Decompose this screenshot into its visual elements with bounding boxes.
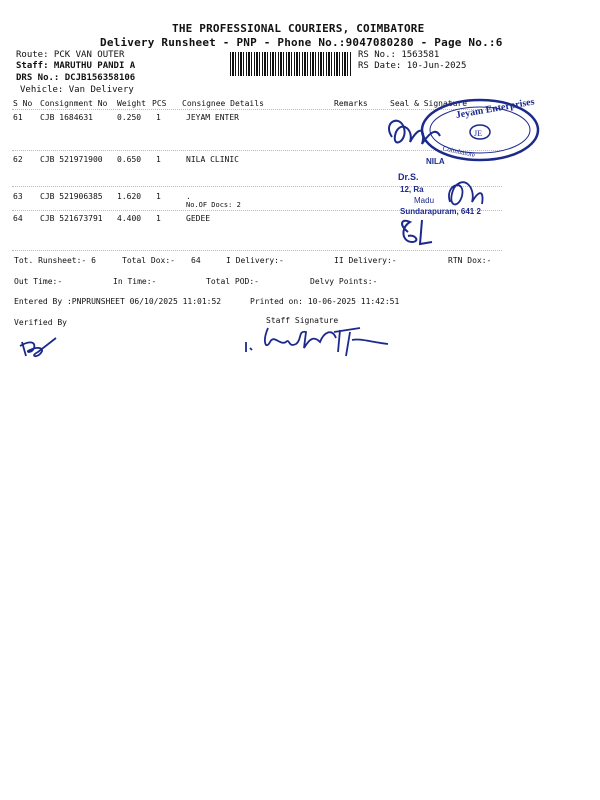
- vehicle-label: Vehicle: Van Delivery: [20, 85, 134, 95]
- rs-date: RS Date: 10-Jun-2025: [358, 61, 467, 71]
- col-remarks: Remarks: [334, 99, 368, 108]
- row-62-consignee: NILA CLINIC: [186, 155, 239, 164]
- printed-on: Printed on: 10-06-2025 11:42:51: [250, 297, 400, 306]
- col-pcs: PCS: [152, 99, 167, 108]
- row-63-pcs: 1: [156, 192, 161, 201]
- delvy-points: Delvy Points:-: [310, 277, 378, 286]
- total-dox-label: Total Dox:-: [122, 256, 175, 265]
- row-64-sno: 64: [13, 214, 23, 223]
- in-time: In Time:-: [113, 277, 157, 286]
- tot-runsheet: Tot. Runsheet:- 6: [14, 256, 96, 265]
- row-63-weight: 1.620: [117, 192, 142, 201]
- rtn-dox: RTN Dox:-: [448, 256, 492, 265]
- nila-name: NILA: [426, 157, 445, 166]
- row-63-consignment: CJB 521906385: [40, 192, 103, 201]
- jeyam-logo-text: JE: [474, 129, 482, 138]
- verified-signature: [16, 332, 66, 362]
- row-62-consignment: CJB 521971900: [40, 155, 103, 164]
- barcode: [230, 52, 352, 76]
- staff-signature-label: Staff Signature: [266, 316, 339, 325]
- row-64-consignment: CJB 521673791: [40, 214, 103, 223]
- col-consignee: Consignee Details: [182, 99, 264, 108]
- nila-area: Sundarapuram, 641 2: [400, 207, 481, 216]
- consignee-signature-62: [449, 182, 483, 204]
- rs-no: RS No.: 1563581: [358, 50, 440, 60]
- row-61-consignment: CJB 1684631: [40, 113, 93, 122]
- col-weight: Weight: [117, 99, 146, 108]
- ii-delivery: II Delivery:-: [334, 256, 397, 265]
- consignee-signature-61: [389, 121, 440, 144]
- row-63-note: No.OF Docs: 2: [186, 201, 241, 209]
- row-61-pcs: 1: [156, 113, 161, 122]
- jeyam-stamp-text: Jeyam Enterprises: [454, 96, 536, 122]
- nila-doctor: Dr.S.: [398, 172, 419, 182]
- row-62-pcs: 1: [156, 155, 161, 164]
- row-63-consignee: .: [186, 192, 191, 201]
- nila-city: Madu: [414, 196, 435, 205]
- row-62-weight: 0.650: [117, 155, 142, 164]
- row-61-consignee: JEYAM ENTER: [186, 113, 239, 122]
- out-time: Out Time:-: [14, 277, 63, 286]
- row-63-sno: 63: [13, 192, 23, 201]
- verified-by: Verified By: [14, 318, 67, 327]
- company-title: THE PROFESSIONAL COURIERS, COIMBATORE: [172, 22, 425, 35]
- staff-label: Staff: MARUTHU PANDI A: [16, 61, 136, 71]
- stamp-area: [380, 92, 550, 257]
- entered-by: Entered By :PNPRUNSHEET 06/10/2025 11:01:52: [14, 297, 222, 306]
- total-dox-value: 64: [191, 256, 201, 265]
- row-62-sno: 62: [13, 155, 23, 164]
- route-label: Route: PCK VAN OUTER: [16, 50, 125, 60]
- nila-address: 12, Ra: [400, 185, 424, 194]
- row-64-weight: 4.400: [117, 214, 142, 223]
- row-64-consignee: GEDEE: [186, 214, 211, 223]
- col-seal: Seal & Signature: [390, 99, 468, 108]
- drs-label: DRS No.: DCJB156358106: [16, 73, 136, 83]
- jeyam-city-text: Coimbatore: [441, 144, 476, 160]
- total-pod: Total POD:-: [206, 277, 259, 286]
- col-consignment: Consignment No: [40, 99, 108, 108]
- consignee-signature-64: [402, 220, 432, 244]
- runsheet-title: Delivery Runsheet - PNP - Phone No.:9047080280 - Page No.:6: [100, 36, 503, 49]
- staff-signature: [240, 318, 400, 363]
- row-61-weight: 0.250: [117, 113, 142, 122]
- i-delivery: I Delivery:-: [226, 256, 284, 265]
- col-sno: S No: [13, 99, 33, 108]
- row-64-pcs: 1: [156, 214, 161, 223]
- row-61-sno: 61: [13, 113, 23, 122]
